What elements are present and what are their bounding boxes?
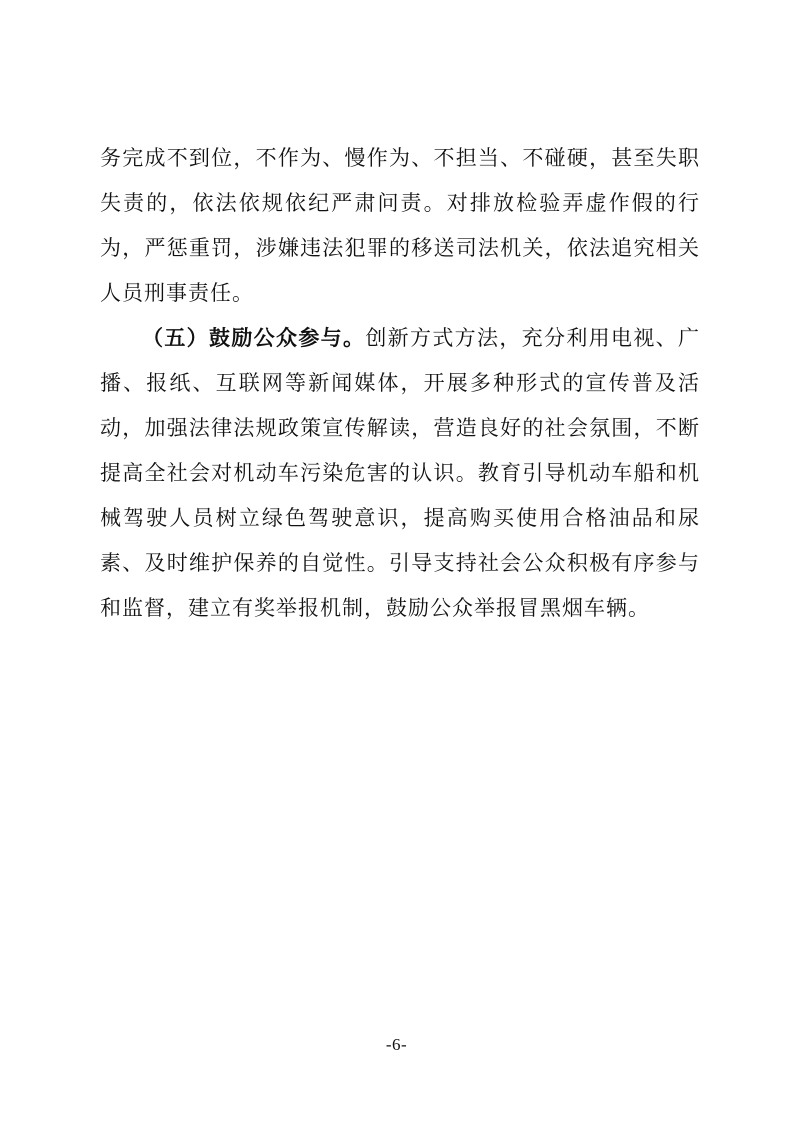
page-number: -6-	[385, 1035, 408, 1054]
paragraph	[100, 316, 700, 631]
paragraph-text: 创新方式方法，充分利用电视、广播、报纸、互联网等新闻媒体，开展多种形式的宣传普及活动，加强法律法规政策宣传解读，营造良好的社会氛围，不断提高全社会对机动车污染危害的认识。教育引导机动车船和机械驾驶人员树立绿色驾驶意识，提高购买使用合格油品和尿素、及时维护保养的自觉性。引导支持社会公众积极有序参与和监督，建立有奖举报机制，鼓励公众举报冒黑烟车辆。	[100, 326, 701, 620]
page-body-text	[100, 136, 700, 631]
paragraph	[100, 136, 700, 316]
paragraph-text: 务完成不到位，不作为、慢作为、不担当、不碰硬，甚至失职失责的，依法依规依纪严肃问责。对排放检验弄虚作假的行为，严惩重罚，涉嫌违法犯罪的移送司法机关，依法追究相关人员刑事责任。	[100, 146, 700, 305]
section-heading: （五）鼓励公众参与。	[142, 326, 366, 350]
